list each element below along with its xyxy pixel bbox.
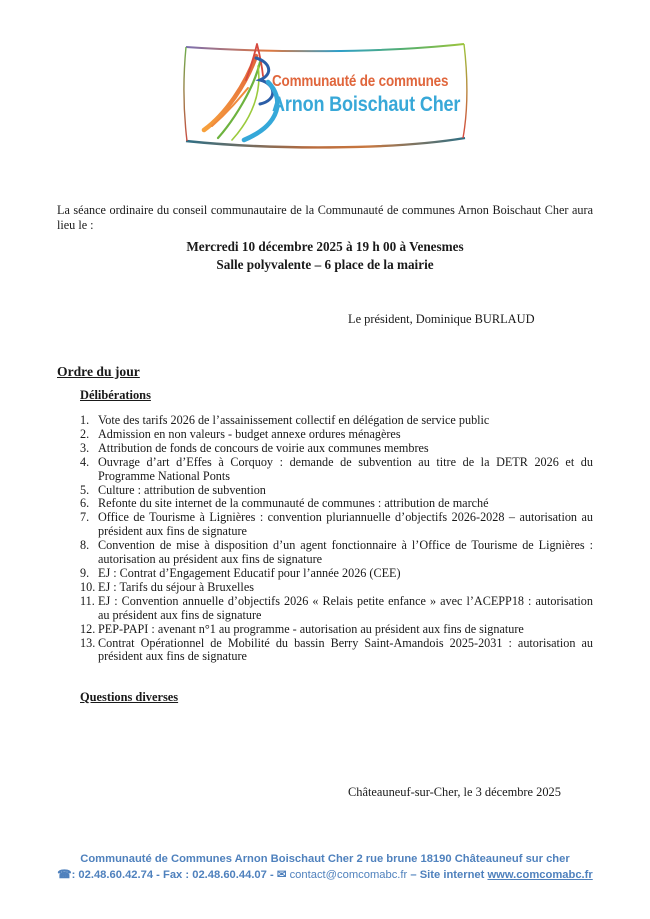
intro-paragraph: La séance ordinaire du conseil communautaire de la Communauté de communes Arnon Boischaut Cher aura lieu le : (57, 203, 593, 232)
agenda-item-10: EJ : Tarifs du séjour à Bruxelles (98, 579, 254, 594)
footer-site-label: – Site internet (410, 868, 485, 881)
agenda-item-3: Attribution de fonds de concours de voirie aux communes membres (98, 440, 429, 455)
agenda-item-7: Office de Tourisme à Lignières : convention pluriannuelle d’objectifs 2026-2028 – autorisation au président aux fins de signature (98, 510, 593, 539)
logo-org-line1: Communauté de communes (272, 73, 449, 90)
meeting-place-line: Salle polyvalente – 6 place de la mairie (216, 256, 434, 272)
agenda-item-8: Convention de mise à disposition d’un agent fonctionnaire à l’Office de Tourisme de Lignières : autorisation au président aux fins de signature (98, 538, 593, 567)
agenda-heading: Ordre du jour (57, 364, 140, 379)
agenda-item-5: Culture : attribution de subvention (98, 482, 266, 497)
agenda-item-4: Ouvrage d’art d’Effes à Corquoy : demande de subvention au titre de la DETR 2026 et du Programme National Ponts (98, 454, 593, 483)
agenda-item-12: PEP-PAPI : avenant n°1 au programme - autorisation au président aux fins de signature (98, 621, 524, 636)
footer-phone-fax: : 02.48.60.42.74 - Fax : 02.48.60.44.07 - (71, 868, 274, 881)
telephone-icon: ☎ (57, 868, 72, 881)
logo-wordmark (272, 74, 460, 116)
meeting-date-line: Mercredi 10 décembre 2025 à 19 h 00 à Venesmes (186, 239, 464, 254)
footer-site-link[interactable]: www.comcomabc.fr (487, 868, 593, 881)
logo-org-line2: Arnon Boischaut Cher (272, 92, 461, 116)
footer-address-line: Communauté de Communes Arnon Boischaut Cher 2 rue brune 18190 Châteauneuf sur cher (80, 853, 570, 865)
agenda-item-13: Contrat Opérationnel de Mobilité du bassin Berry Saint-Amandois 2025-2031 : autorisation au président aux fins de signature (98, 635, 593, 664)
agenda-list (57, 414, 593, 664)
questions-diverses-heading: Questions diverses (80, 690, 179, 704)
agenda-item-1: Vote des tarifs 2026 de l’assainissement collectif en délégation de service public (98, 413, 490, 427)
agenda-item-9: EJ : Contrat d’Engagement Educatif pour l’année 2026 (CEE) (98, 565, 401, 580)
meeting-details (57, 238, 593, 273)
place-date-line: Châteauneuf-sur-Cher, le 3 décembre 2025 (348, 785, 561, 799)
envelope-icon: ✉ (276, 868, 287, 881)
agenda-item-2: Admission en non valeurs - budget annexe ordures ménagères (98, 426, 401, 441)
deliberations-heading: Délibérations (80, 388, 151, 402)
footer-contact-line (0, 868, 650, 884)
page-footer (0, 852, 650, 884)
agenda-item-11: EJ : Convention annuelle d’objectifs 2026 « Relais petite enfance » avec l’ACEPP18 : autorisation au président aux fins de signature (98, 593, 593, 622)
community-logo (182, 38, 468, 150)
president-signature-line: Le président, Dominique BURLAUD (348, 312, 535, 326)
agenda-item-6: Refonte du site internet de la communauté de communes : attribution de marché (98, 496, 489, 511)
footer-email-link[interactable]: contact@comcomabc.fr (289, 868, 408, 881)
abc-monogram-icon (204, 44, 277, 140)
